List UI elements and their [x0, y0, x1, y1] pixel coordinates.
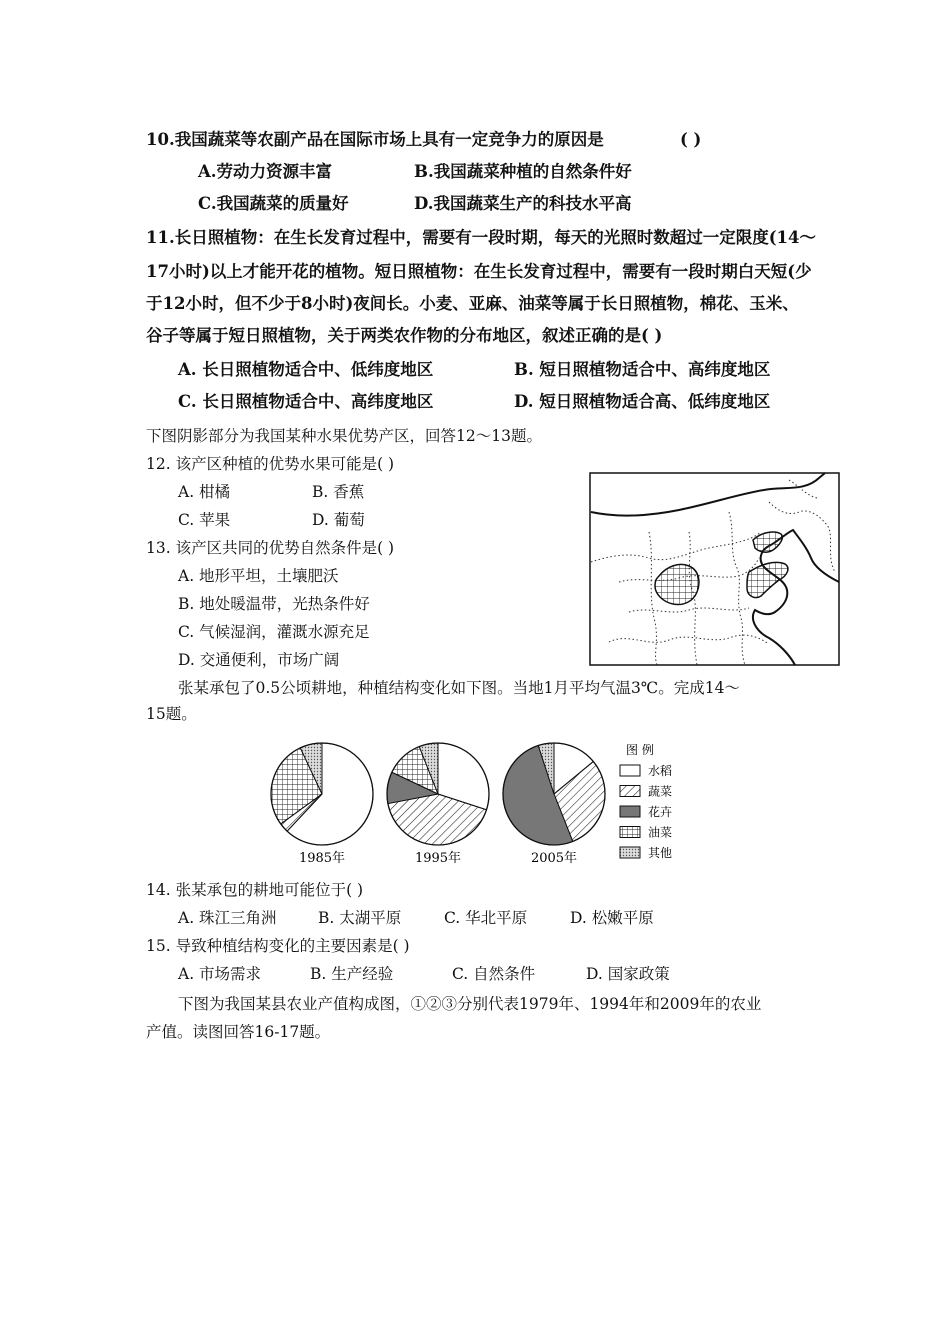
- q12-option-c[interactable]: C. 苹果: [178, 511, 231, 529]
- intro-14-15-line2: 15题。: [146, 705, 197, 723]
- intro-12-13: 下图阴影部分为我国某种水果优势产区，回答12～13题。: [146, 427, 542, 445]
- q14-option-c[interactable]: C. 华北平原: [444, 909, 528, 927]
- q12-option-d[interactable]: D. 葡萄: [312, 511, 365, 529]
- legend-swatch-油菜: [620, 827, 640, 838]
- q15-option-b[interactable]: B. 生产经验: [310, 965, 394, 983]
- legend-swatch-其他: [620, 847, 640, 858]
- q11-option-d[interactable]: D. 短日照植物适合高、低纬度地区: [514, 392, 771, 411]
- q12-option-b[interactable]: B. 香蕉: [312, 483, 365, 501]
- q10-option-a[interactable]: A.劳动力资源丰富: [198, 162, 333, 181]
- fruit-region-map: [589, 472, 840, 666]
- legend-swatch-水稻: [620, 765, 640, 776]
- legend-swatch-蔬菜: [620, 786, 640, 797]
- q11-stem-line3: 于12小时，但不少于8小时)夜间长。小麦、亚麻、油菜等属于长日照植物，棉花、玉米、: [146, 294, 799, 313]
- q15-option-c[interactable]: C. 自然条件: [452, 965, 536, 983]
- q10-answer-blank[interactable]: ( ): [680, 130, 702, 149]
- q11-stem-line4: 谷子等属于短日照植物，关于两类农作物的分布地区，叙述正确的是( ): [146, 326, 663, 345]
- q11-option-c[interactable]: C. 长日照植物适合中、高纬度地区: [178, 392, 434, 411]
- q13-option-a[interactable]: A. 地形平坦，土壤肥沃: [178, 567, 339, 585]
- legend-label-水稻: 水稻: [648, 764, 673, 778]
- q13-option-b[interactable]: B. 地处暖温带，光热条件好: [178, 595, 370, 613]
- planting-structure-pie-charts: [262, 734, 692, 870]
- legend-label-花卉: 花卉: [648, 805, 673, 819]
- legend-label-油菜: 油菜: [648, 825, 673, 840]
- q14-option-b[interactable]: B. 太湖平原: [318, 909, 402, 927]
- q10-option-d[interactable]: D.我国蔬菜生产的科技水平高: [414, 194, 632, 213]
- intro-14-15-line1: 张某承包了0.5公顷耕地，种植结构变化如下图。当地1月平均气温3℃。完成14～: [178, 679, 740, 697]
- pie-year-label: 2005年: [530, 851, 578, 866]
- legend-title: 图 例: [626, 743, 654, 757]
- q13-option-d[interactable]: D. 交通便利，市场广阔: [178, 651, 340, 669]
- q13-option-c[interactable]: C. 气候湿润，灌溉水源充足: [178, 623, 370, 641]
- q15-option-a[interactable]: A. 市场需求: [178, 965, 262, 983]
- intro-16-17-line1: 下图为我国某县农业产值构成图，①②③分别代表1979年、1994年和2009年的农业: [178, 995, 762, 1013]
- q12-stem: 12. 该产区种植的优势水果可能是( ): [146, 455, 395, 473]
- q13-stem: 13. 该产区共同的优势自然条件是( ): [146, 539, 395, 557]
- q12-option-a[interactable]: A. 柑橘: [178, 483, 231, 501]
- q15-option-d[interactable]: D. 国家政策: [586, 965, 670, 983]
- q10-option-b[interactable]: B.我国蔬菜种植的自然条件好: [414, 162, 632, 181]
- intro-16-17-line2: 产值。读图回答16-17题。: [146, 1023, 331, 1041]
- q14-option-d[interactable]: D. 松嫩平原: [570, 909, 654, 927]
- q11-option-a[interactable]: A. 长日照植物适合中、低纬度地区: [178, 360, 434, 379]
- q14-option-a[interactable]: A. 珠江三角洲: [178, 909, 277, 927]
- q11-option-b[interactable]: B. 短日照植物适合中、高纬度地区: [514, 360, 771, 379]
- q15-stem: 15. 导致种植结构变化的主要因素是( ): [146, 937, 410, 955]
- q14-stem: 14. 张某承包的耕地可能位于( ): [146, 881, 364, 899]
- legend-label-其他: 其他: [648, 846, 673, 860]
- legend-label-蔬菜: 蔬菜: [648, 784, 673, 799]
- pie-year-label: 1985年: [298, 851, 346, 866]
- q11-stem-line2: 17小时)以上才能开花的植物。短日照植物：在生长发育过程中，需要有一段时期白天短(少: [146, 262, 812, 281]
- pie-year-label: 1995年: [414, 851, 462, 866]
- q10-stem: 10.我国蔬菜等农副产品在国际市场上具有一定竞争力的原因是: [146, 130, 604, 149]
- q11-stem-line1: 11.长日照植物：在生长发育过程中，需要有一段时期，每天的光照时数超过一定限度(14～: [146, 228, 816, 247]
- legend-swatch-花卉: [620, 806, 640, 817]
- q10-option-c[interactable]: C.我国蔬菜的质量好: [198, 194, 349, 213]
